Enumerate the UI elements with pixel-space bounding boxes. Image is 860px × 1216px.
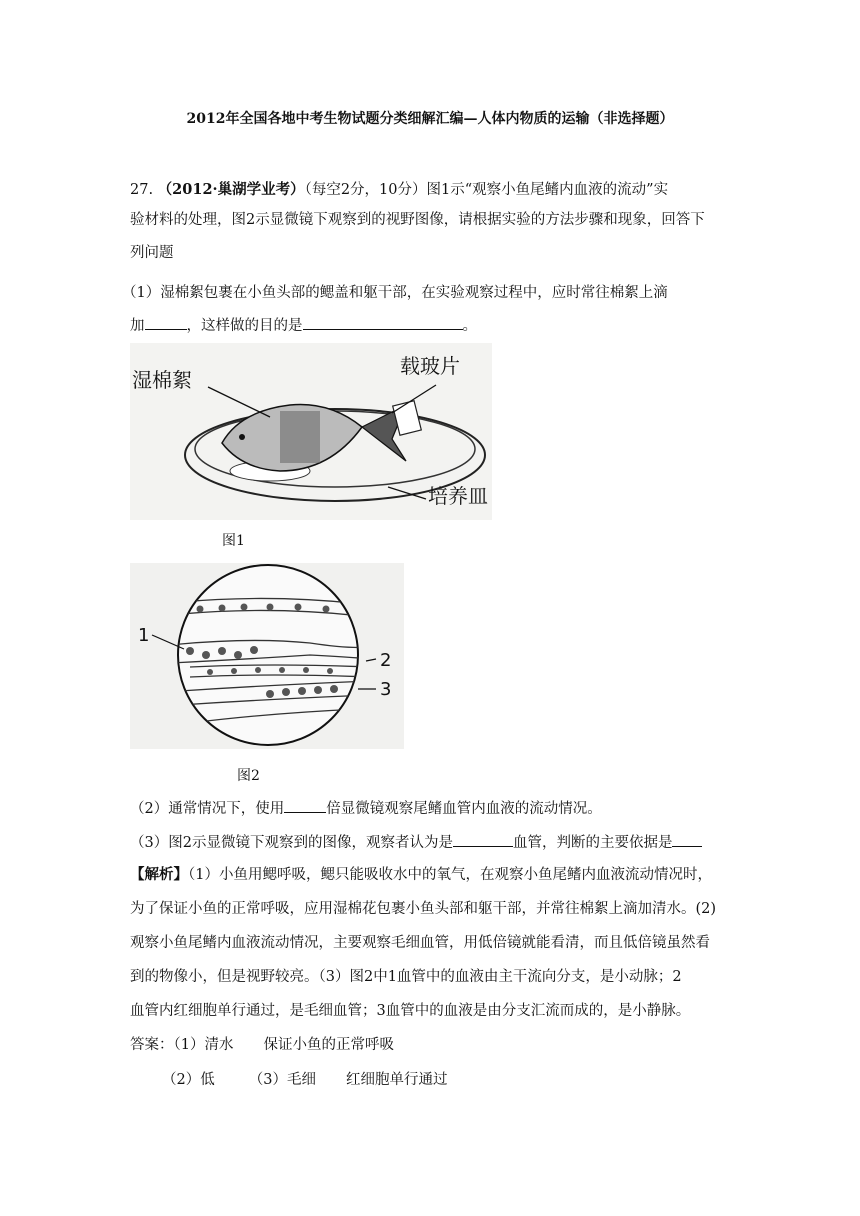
question-intro-line-3: 列问题	[130, 245, 174, 261]
label-vessel-2: 2	[380, 650, 392, 671]
answer-2: （2）低	[162, 1072, 215, 1088]
fish-cotton-wrap	[280, 411, 320, 463]
answers-line-1	[130, 1035, 394, 1055]
analysis-line-4: 到的物像小，但是视野较亮。（3）图2中1血管中的血液由主干流向分支，是小动脉；2	[130, 969, 682, 985]
q3-text-b: 血管，判断的主要依据是	[512, 835, 673, 851]
answers-label: 答案：	[130, 1037, 174, 1053]
answer-3: （3）毛细	[248, 1072, 316, 1088]
answer-1b: 保证小鱼的正常呼吸	[263, 1037, 394, 1053]
q1-blank-2[interactable]	[303, 315, 463, 330]
label-vessel-1: 1	[138, 625, 150, 646]
q3-blank-1[interactable]	[453, 832, 513, 847]
q2-line	[130, 798, 602, 819]
analysis-line-3: 观察小鱼尾鳍内血液流动情况，主要观察毛细血管，用低倍镜就能看清，而且低倍镜虽然看	[130, 935, 710, 951]
question-intro-text: 图1示“观察小鱼尾鳍内血液的流动”实	[426, 182, 669, 198]
fish-eye	[239, 434, 245, 440]
analysis-tag: 【解析】	[130, 866, 188, 883]
q1-text-c: 。	[462, 318, 477, 334]
answer-1: （1）清水	[173, 1037, 234, 1053]
figure-2-caption: 图2	[237, 768, 260, 784]
analysis-line-1	[130, 865, 712, 885]
figure-2-microscope-view	[130, 563, 404, 749]
question-number: 27.	[130, 182, 154, 198]
question-score: （每空2分，10分）	[304, 182, 427, 198]
q1-blank-1[interactable]	[145, 315, 187, 330]
label-glass-slide: 载玻片	[400, 354, 460, 378]
label-vessel-3: 3	[380, 679, 392, 700]
q1-line-2	[130, 315, 477, 336]
answer-3b: 红细胞单行通过	[345, 1072, 448, 1088]
label-wet-cotton: 湿棉絮	[132, 368, 192, 392]
figure-1-caption: 图1	[222, 533, 245, 549]
q3-blank-2[interactable]	[672, 832, 702, 847]
q1-text-b: ，这样做的目的是	[186, 318, 303, 334]
page-title: 2012年全国各地中考生物试题分类细解汇编—人体内物质的运输（非选择题）	[186, 111, 674, 127]
analysis-text-1: （1）小鱼用鳃呼吸，鳃只能吸收水中的氧气，在观察小鱼尾鳍内血液流动情况时，	[188, 867, 712, 883]
q3-text-a: （3）图2示显微镜下观察到的图像，观察者认为是	[130, 835, 453, 851]
figure-1-fish-dish	[130, 343, 492, 520]
q1-text-a: 加	[130, 318, 145, 334]
question-intro-line-2: 验材料的处理，图2示显微镜下观察到的视野图像，请根据实验的方法步骤和现象，回答下	[130, 212, 705, 228]
q3-line	[130, 832, 702, 853]
analysis-line-5: 血管内红细胞单行通过，是毛细血管；3血管中的血液是由分支汇流而成的，是小静脉。	[130, 1003, 691, 1019]
analysis-line-2: 为了保证小鱼的正常呼吸，应用湿棉花包裹小鱼头部和躯干部，并常往棉絮上滴加清水。(2)	[130, 901, 717, 917]
q1-line-1: （1）湿棉絮包裹在小鱼头部的鳃盖和躯干部，在实验观察过程中，应时常往棉絮上滴	[122, 285, 668, 301]
question-intro-line-1	[130, 180, 668, 200]
q2-text-a: （2）通常情况下，使用	[130, 801, 285, 817]
answers-line-2	[162, 1070, 447, 1090]
question-source: （2012·巢湖学业考）	[157, 181, 305, 198]
q2-text-b: 倍显微镜观察尾鳍血管内血液的流动情况。	[326, 801, 602, 817]
label-petri-dish: 培养皿	[428, 484, 488, 508]
q2-blank[interactable]	[284, 798, 326, 813]
